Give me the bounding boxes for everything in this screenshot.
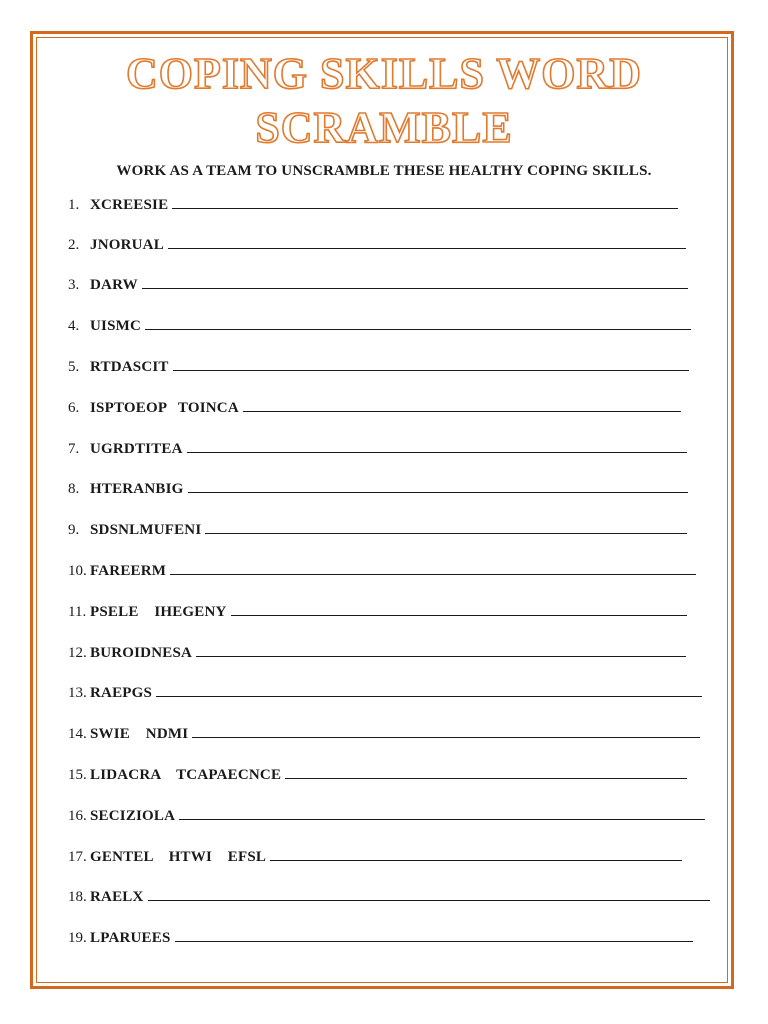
item-number: 17. [68, 849, 87, 865]
list-item [68, 645, 686, 669]
item-number: 13. [68, 685, 87, 701]
answer-line[interactable] [142, 287, 688, 289]
scrambled-word: ISPTOEOP TOINCA [90, 400, 239, 416]
scrambled-word: FAREERM [90, 563, 167, 579]
answer-line[interactable] [285, 777, 687, 779]
instruction-text: WORK AS A TEAM TO UNSCRAMBLE THESE HEALTHY COPING SKILLS. [116, 163, 652, 179]
list-item [68, 237, 686, 261]
item-number: 12. [68, 645, 87, 661]
worksheet-title-line-1: COPING SKILLS WORD [126, 49, 642, 98]
list-item [68, 441, 687, 465]
answer-line[interactable] [179, 818, 705, 820]
list-item [68, 604, 687, 628]
list-item [68, 318, 691, 342]
scrambled-word: RTDASCIT [90, 359, 169, 375]
worksheet-title-line-2: SCRAMBLE [255, 103, 513, 152]
answer-line[interactable] [168, 247, 686, 249]
answer-line[interactable] [231, 614, 687, 616]
item-number: 15. [68, 767, 87, 783]
item-number: 10. [68, 563, 87, 579]
answer-line[interactable] [156, 695, 702, 697]
scrambled-word: SDSNLMUFENI [90, 522, 202, 538]
scrambled-word: BUROIDNESA [90, 645, 193, 661]
list-item [68, 808, 705, 832]
item-number: 6. [68, 400, 80, 416]
answer-line[interactable] [175, 940, 693, 942]
answer-line[interactable] [192, 736, 700, 738]
scrambled-word: UGRDTITEA [90, 441, 183, 457]
list-item [68, 197, 678, 221]
list-item [68, 849, 682, 873]
answer-line[interactable] [270, 859, 682, 861]
answer-line[interactable] [145, 328, 691, 330]
item-number: 18. [68, 889, 87, 905]
answer-line[interactable] [187, 451, 687, 453]
list-item [68, 726, 700, 750]
scrambled-word: LIDACRA TCAPAECNCE [90, 767, 282, 783]
list-item [68, 522, 687, 546]
answer-line[interactable] [173, 369, 689, 371]
item-number: 3. [68, 277, 80, 293]
answer-line[interactable] [205, 532, 687, 534]
scrambled-word: DARW [90, 277, 138, 293]
item-number: 19. [68, 930, 87, 946]
item-number: 4. [68, 318, 80, 334]
item-number: 7. [68, 441, 80, 457]
answer-line[interactable] [243, 410, 681, 412]
list-item [68, 930, 693, 954]
scrambled-word: UISMC [90, 318, 142, 334]
scrambled-word: HTERANBIG [90, 481, 184, 497]
scrambled-word: PSELE IHEGENY [90, 604, 227, 620]
item-number: 5. [68, 359, 80, 375]
item-number: 1. [68, 197, 80, 213]
scrambled-word: JNORUAL [90, 237, 164, 253]
answer-line[interactable] [170, 573, 696, 575]
list-item [68, 563, 696, 587]
answer-line[interactable] [172, 207, 678, 209]
scrambled-word: RAEPGS [90, 685, 153, 701]
item-number: 2. [68, 237, 80, 253]
scrambled-word: GENTEL HTWI EFSL [90, 849, 267, 865]
list-item [68, 889, 710, 913]
scrambled-word: LPARUEES [90, 930, 171, 946]
list-item [68, 277, 688, 301]
answer-line[interactable] [148, 899, 710, 901]
scrambled-word: SECIZIOLA [90, 808, 176, 824]
item-number: 14. [68, 726, 87, 742]
scrambled-word: RAELX [90, 889, 144, 905]
answer-line[interactable] [188, 491, 688, 493]
item-number: 9. [68, 522, 80, 538]
list-item [68, 685, 702, 709]
item-number: 11. [68, 604, 87, 620]
answer-line[interactable] [196, 655, 686, 657]
item-number: 16. [68, 808, 87, 824]
list-item [68, 481, 688, 505]
list-item [68, 400, 681, 424]
scrambled-word: SWIE NDMI [90, 726, 189, 742]
item-number: 8. [68, 481, 80, 497]
list-item [68, 767, 687, 791]
scrambled-word: XCREESIE [90, 197, 169, 213]
list-item [68, 359, 689, 383]
